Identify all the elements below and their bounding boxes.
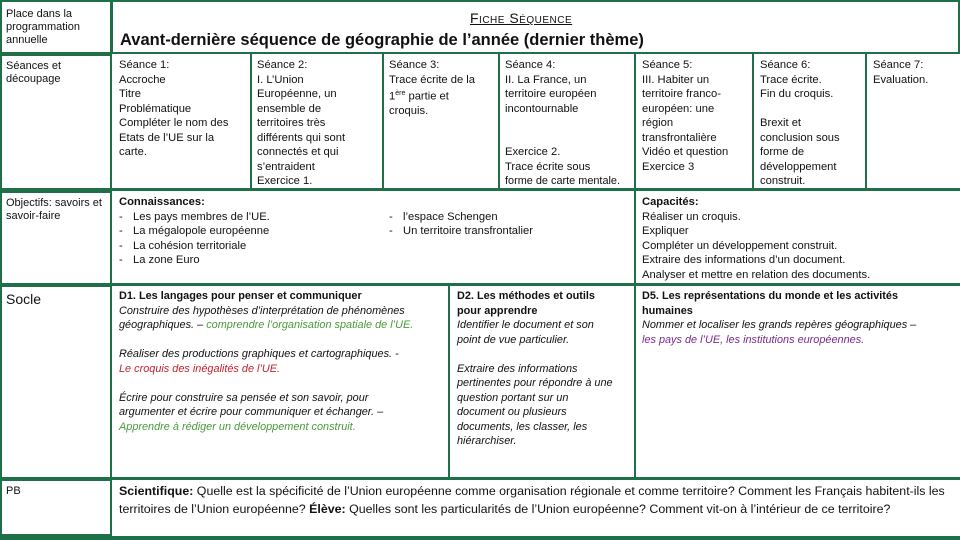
seance-6-line: construit. [760,175,806,187]
seance-1-line: carte. [119,146,147,158]
seance-divider-2 [382,54,384,188]
seance-4-line: II. La France, un [505,73,587,86]
seance-5-line: région [642,117,674,129]
d1-text: Écrire pour construire sa pensée et son savoir, pour [119,391,369,404]
d2-text: question portant sur un [457,391,569,404]
seance-4-spacer [505,116,635,131]
d2-text: documents, les classer, les [457,420,588,433]
seance-divider-1 [250,54,252,188]
seance-1 [119,58,249,160]
seance-6-line: développement [760,160,837,173]
pb-scientifique [119,484,811,498]
connaissance-item: - Un territoire transfrontalier [389,224,629,239]
seance-divider-5 [752,54,754,188]
socle-divider-2 [634,286,636,477]
d1-text-green: comprendre l’organisation spatiale de l’UE. [206,319,414,331]
capacites-title: Capacités: [642,196,699,208]
d2-text: hiérarchiser. [457,435,517,447]
seance-4-line: Trace écrite sous [505,160,591,173]
page-title: Avant-dernière séquence de géographie de l’année (dernier thème) [120,31,644,49]
fiche-sequence-title: Fiche Séquence [470,10,573,26]
seance-7-line: Evaluation. [873,73,929,86]
capacites [642,195,958,282]
pb-eleve-text: Quelles sont les particularités de l’Union européenne? Comment vit-on à l’intérieur de ce territoire? [345,502,891,516]
d1-text-red: Le croquis des inégalités de l’UE. [119,362,281,375]
seance-2-line: connectés et qui [257,146,339,158]
seance-4-spacer [505,131,635,146]
seance-5-title: Séance 5: [642,59,693,71]
seance-5-line: territoire franco- [642,88,721,100]
seance-2-line: I. L’Union [257,73,304,86]
socle-label: Socle [6,291,42,307]
seance-4-line: Exercice 2. [505,146,561,158]
connaissances [119,195,379,268]
seance-3-line-suffix: partie et [405,90,449,103]
seance-2-title: Séance 2: [257,59,308,71]
seance-6-line: forme de [760,146,805,158]
connaissances-more [389,210,629,239]
socle-divider-1 [448,286,450,477]
objectifs-label: Objectifs: savoirs et savoir-faire [6,197,102,222]
capacite-item: Extraire des informations d’un document. [642,254,846,266]
seance-6 [760,58,864,189]
d5-text-purple: les pays de l’UE, les institutions européennes. [642,333,865,346]
seance-5 [642,58,750,174]
pb-scientifique-text: Quelle est la spécificité de l’Union européenne comme organisation régionale et comme territoire? Comment les [193,484,812,498]
seance-4-line: forme de carte mentale. [505,175,621,187]
d5-title: D5. Les représentations du monde et les activités [642,290,899,302]
connaissance-item: - La mégalopole européenne [119,224,379,239]
seance-2-line: Exercice 1. [257,175,313,187]
seance-3-title: Séance 3: [389,59,440,71]
seances-label: Séances et découpage [6,60,62,85]
d2-text: pertinentes pour répondre à une [457,377,613,389]
seance-1-title: Séance 1: [119,59,170,71]
d1-text-part: géographiques. – [119,319,207,331]
row-label-bg-3 [2,287,110,477]
seance-4-title: Séance 4: [505,59,556,71]
d2-text: point de vue particulier. [457,333,570,346]
d2-text: document ou plusieurs [457,406,567,418]
d1-text: argumenter et écrire pour communiquer et échanger. – [119,406,384,418]
seance-1-line: Etats de l’UE sur la [119,131,215,144]
seance-3-ordinal-sup: ère [395,90,406,97]
seance-5-line: transfrontalière [642,131,717,144]
seance-2 [257,58,381,189]
seance-5-line: européen: une [642,102,715,115]
problematique [119,482,957,518]
d1-spacer [119,376,447,391]
seance-divider-6 [865,54,867,188]
pb-scientifique-cont: Français habitent-ils les territoires de l’Union européenne? [119,484,945,516]
seance-2-line: ensemble de [257,102,322,115]
seance-4-line: territoire européen [505,88,597,100]
socle-d2 [457,289,633,449]
seance-6-title: Séance 6: [760,59,811,71]
seance-7 [873,58,958,87]
connaissance-item: - La cohésion territoriale [119,239,379,254]
capacite-item: Compléter un développement construit. [642,239,838,252]
d1-spacer [119,333,447,348]
row-sep-3 [112,477,960,480]
d1-text: Construire des hypothèses d’interprétation de phénomènes [119,304,405,317]
pb-label: PB [6,485,21,497]
seance-2-line: s’entraident [257,160,315,173]
d1-text-green: Apprendre à rédiger un développement construit. [119,420,356,433]
d2-text: Extraire des informations [457,362,578,375]
seance-4 [505,58,635,189]
seance-2-line: Européenne, un [257,88,337,100]
d1-text: Réaliser des productions graphiques et cartographiques. - [119,348,399,360]
seance-6-spacer [760,102,864,117]
seance-7-title: Séance 7: [873,59,924,71]
seance-5-line: III. Habiter un [642,73,710,86]
seance-2-line: différents qui sont [257,131,346,144]
objectifs-divider [634,191,636,283]
d2-spacer [457,347,633,362]
row-sep-2 [112,283,960,286]
socle-d1 [119,289,447,434]
seance-1-line: Accroche [119,73,166,86]
seance-3 [389,58,497,119]
seance-6-line: Fin du croquis. [760,88,834,100]
d2-text: Identifier le document et son [457,319,594,331]
d2-title: D2. Les méthodes et outils [457,290,595,302]
seance-1-line: Titre [119,88,141,100]
seance-6-line: conclusion sous [760,131,840,144]
connaissance-item: - La zone Euro [119,253,379,268]
seance-3-line: Trace écrite de la [389,73,476,86]
socle-d5 [642,289,958,347]
seance-6-line: Brexit et [760,117,802,129]
connaissance-item: - Les pays membres de l’UE. [119,210,379,225]
programmation-label: Place dans la programmation annuelle [6,8,80,46]
d2-title: pour apprendre [457,304,538,317]
seance-2-line: territoires très [257,117,326,129]
connaissances-title: Connaissances: [119,196,205,208]
seance-3-line: croquis. [389,105,429,118]
seance-divider-3 [498,54,500,188]
capacite-item: Analyser et mettre en relation des documents. [642,268,871,281]
d5-title: humaines [642,304,693,317]
capacite-item: Expliquer [642,225,689,237]
seance-1-line: Problématique [119,102,192,115]
d1-text [119,318,447,333]
pb-eleve-label: Élève: [309,502,346,516]
pb-eleve [309,502,890,516]
connaissance-item: - l’espace Schengen [389,210,629,225]
pb-scientifique-label: Scientifique: [119,484,194,498]
d1-title: D1. Les langages pour penser et communiquer [119,290,362,302]
bottom-edge [0,536,960,540]
seance-5-line: Exercice 3 [642,160,695,173]
seance-3-ordinal: 1 [389,90,396,103]
seance-6-line: Trace écrite. [760,73,822,86]
capacite-item: Réaliser un croquis. [642,210,741,223]
d5-text: Nommer et localiser les grands repères géographiques – [642,319,917,331]
seance-1-line: Compléter le nom des [119,117,229,129]
seance-5-line: Vidéo et question [642,146,729,158]
seance-3-line [389,87,497,104]
seance-4-line: incontournable [505,102,579,115]
